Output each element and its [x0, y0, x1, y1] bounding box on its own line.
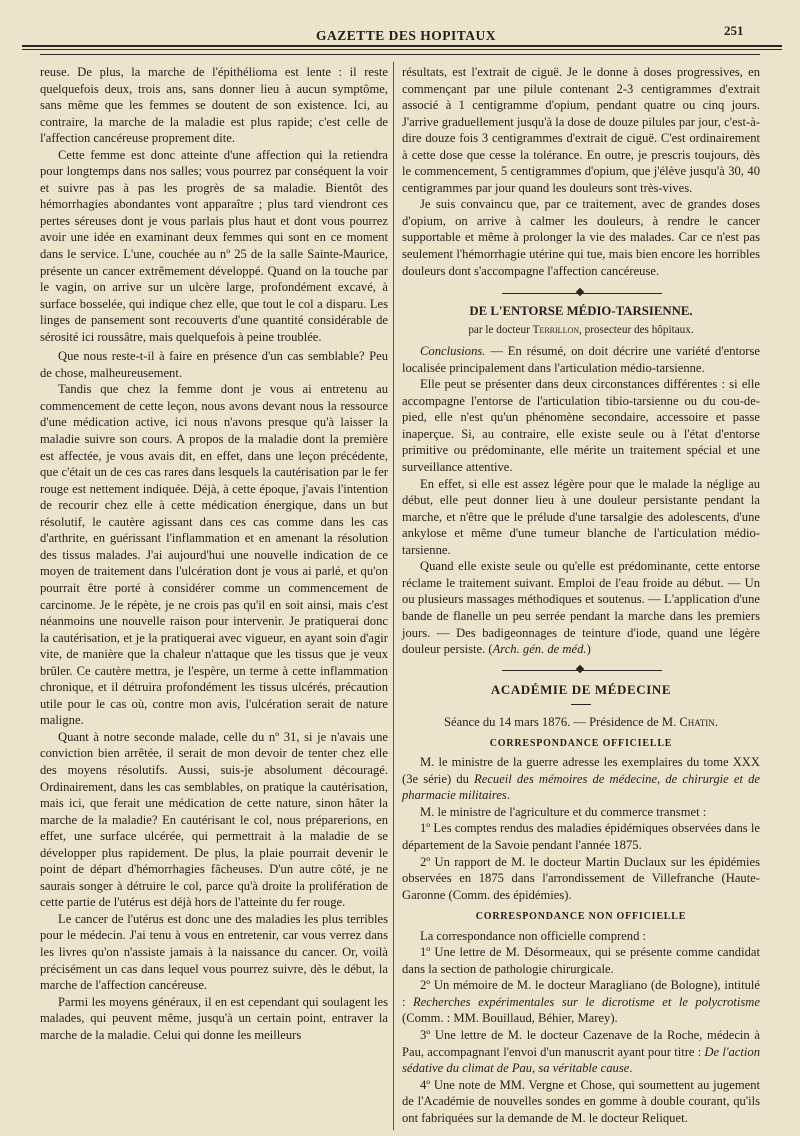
header-rule-thin [22, 49, 782, 50]
paragraph [402, 754, 760, 804]
author-name: Terrillon [532, 323, 580, 336]
byline-suffix: , prosecteur des hôpitaux. [579, 323, 694, 336]
paragraph: 1º Les comptes rendus des maladies épidémiques observées dans le département de la Savoie pendant l'année 1875. [402, 821, 760, 852]
seance-end: . [714, 715, 718, 730]
page-header [0, 0, 800, 60]
paragraph: résultats, est l'extrait de ciguë. Je le donne à doses progressives, en commençant par une pilule contenant 2-3 centigrammes d'extrait associé à 1 centigramme d'opium, pendant quatre ou cinq jours. J'arrive graduellement jusqu'à la dose de douze pilules par jour, c'est-à-dire douze fois 3 centigrammes d'extrait de ciguë. C'est ordinairement à cette dose que cesse la tolérance. En outre, je prescris toujours, dès le commencement, 5 centigrammes d'opium, que j'élève jusqu'à 30, 40 centigrammes par jour quand les douleurs sont très-vives. [402, 65, 760, 195]
separator-ornament [576, 288, 584, 296]
article-title: DE L'ENTORSE MÉDIO-TARSIENNE. [469, 304, 693, 319]
paragraph [402, 977, 760, 1027]
paragraph: Tandis que chez la femme dont je vous ai entretenu au commencement de cette leçon, nous avons devant nous la ressource d'une médication active, ici nous n'avons presque qu'à laisser la maladie suivre son cours. A propos de la maladie dont la première est affectée, je vous avais dit, en effet, dans une leçon précédente, que c'était un de ces cas rares dans lesquels la cautérisation par le fer rouge est nettement indiquée. Déjà, à cette époque, j'avais l'intention de recourir chez elle à cette médication énergique, dans un but résolutif, le cautère agissant dans ces cas comme dans les cas d'arthrite, en guérissant l'inflammation et en amenant la résolution des tissus malades. J'ai aujourd'hui une nouvelle indication de ce moyen de traitement dans l'ulcération dont je vous ai parlé, et qu'on pourrait être porté à considérer comme un commencement de carcinome. Je le répète, je ne crois pas qu'il en soit ainsi, mais c'est néanmoins une nouvelle raison pour intervenir. Je pratiquerai donc la cautérisation, et je la pratiquerai avec vigueur, en ayant soin d'agir vite, de manière que la chaleur n'attaque que les tissus que je veux brûler. Ce cautère mettra, je l'espère, un terme à cette inflammation chronique, et il détruira profondément les tissus ulcérés, précaution utile pour le cas où, contre mon avis, l'ulcération serait de nature maligne. [40, 382, 388, 728]
section-separator [402, 664, 760, 678]
paragraph [402, 558, 760, 657]
right-column [402, 64, 760, 1126]
paragraph [402, 343, 760, 376]
short-rule [571, 704, 591, 705]
paragraph: Le cancer de l'utérus est donc une des maladies les plus terribles pour le médecin. J'ai tenu à vous en entretenir, car vous verrez dans les livres qu'on n'assiste jamais à la naissance du cancer. Or, voilà précisément un cas dans lequel vous pourrez suivre, dès le début, la marche de l'affection cancéreuse. [40, 911, 388, 993]
paragraph: 4º Une note de MM. Vergne et Chose, qui soumettent au jugement de l'Académie de nouvelles sondes en gomme à double courant, qu'ils ont fabriquées sur la demande de M. le docteur Reliquet. [402, 1077, 760, 1125]
paragraph-text: Quand elle existe seule ou qu'elle est prédominante, cette entorse réclame le traitement suivant. Emploi de l'eau froide au début. — Un ou plusieurs massages méthodiques et soutenus. — L'application d'une bande de flanelle un peu serrée pendant la marche dans les premiers jours. — Des badigeonnages de teinture d'iode, quand une légère douleur persiste. ( [402, 559, 760, 657]
item-text: 3º Une lettre de M. le docteur Cazenave de la Roche, médecin à Pau, accompagnant l'envoi d'un manuscrit ayant pour titre : [402, 1027, 760, 1059]
source-citation: Arch. gén. de méd. [492, 642, 587, 657]
president-name: Chatin [679, 715, 715, 730]
column-divider [393, 62, 394, 1130]
item-text: M. le ministre de la guerre adresse les exemplaires du tome XXX (3e série) du [402, 755, 760, 786]
paragraph: Quant à notre seconde malade, celle du nº 31, si je n'avais une conviction bien arrêtée, il serait de mon devoir de tenter chez elle des moyens résolutifs. Aussi, suis-je absolument découragé. Ordinairement, dans les cas semblables, on pratique la cautérisation, mais ici, que ferait une médication de cette nature, sinon hâter la marche de la maladie? En cautérisant le col, nous préparerions, en effet, une surface ulcérée, qui permettrait à la maladie de se développer plus rapidement. De plus, la plaie pourrait devenir le point de départ d'hémorrhagies fâcheuses. D'un autre côté, je ne saurais songer à détruire le col, parce qu'à droite la prolifération de cette partie de l'utérus est déjà hors de l'atteinte du fer rouge. [40, 729, 388, 910]
left-column [40, 64, 388, 1043]
item-end: (Comm. : MM. Bouillaud, Béhier, Marey). [402, 1011, 618, 1026]
item-text: 2º Un mémoire de M. le docteur Maragliano (de Bologne), intitulé : [402, 978, 760, 1009]
paragraph: Elle peut se présenter dans deux circonstances différentes : si elle accompagne l'entorse de l'articulation tibio-tarsienne ou du cou-de-pied, elle n'est qu'un phénomène secondaire, accessoire et passe inaperçue. Si, au contraire, elle existe seule ou à l'état d'entorse primitive ou prédominante, elle mérite un traitement spécial et une surveillance attentive. [402, 377, 760, 475]
paragraph: Que nous reste-t-il à faire en présence d'un cas semblable? Peu de chose, malheureusement. [40, 349, 388, 380]
paragraph [402, 1027, 760, 1077]
item-title: Recueil des mémoires de médecine, de chirurgie et de pharmacie militaires [402, 771, 760, 803]
article-byline [402, 322, 760, 339]
conclusions-text: — En résumé, on doit décrire une variété d'entorse localisée principalement dans l'articulation médio-tarsienne. [402, 344, 760, 375]
journal-title: GAZETTE DES HOPITAUX [316, 28, 497, 43]
seance-text: Séance du 14 mars 1876. — Présidence de M. [444, 715, 680, 730]
paragraph: Cette femme est donc atteinte d'une affection qui la retiendra pour longtemps dans nos salles; vous pourrez par conséquent la voir et suivre pas à pas les progrès de sa maladie. Bientôt des hémorrhagies abondantes vont apparaître ; plus tard viendront ces pertes séreuses dont je vous parlais plus haut et dont vous pourrez avoir une idée en examinant deux femmes qui sont en ce moment dans le service. L'une, couchée au nº 25 de la salle Sainte-Maurice, présente un cancer extrêmement développé. Quand on la touche par le vagin, on arrive sur un ulcère large, profondément excavé, à surface bosselée, qui indique chez elle, que tout le col a disparu. Les linges de pansement sont recouverts d'une quantité considérable de sérosité ici roussâtre, mais quelquefois à peine troublée. [40, 147, 388, 344]
section-title: ACADÉMIE DE MÉDECINE [490, 681, 672, 697]
separator-ornament [576, 664, 584, 672]
paragraph: La correspondance non officielle comprend : [420, 928, 647, 943]
item-title: De l'action sédative du climat de Pau, sa véritable cause [402, 1044, 760, 1076]
paragraph: M. le ministre de l'agriculture et du commerce transmet : [420, 804, 707, 819]
header-rule-lower [40, 54, 760, 55]
paragraph: Je suis convaincu que, par ce traitement, avec de grandes doses d'opium, on arrive à calmer les douleurs, à rendre le cancer supportable et même à prolonger la vie des malades. Car ce n'est pas seulement l'hémorrhagie utérine qui tue, mais bien encore les horribles douleurs dont s'accompagne l'affection cancéreuse. [402, 197, 760, 278]
byline-prefix: par le docteur [468, 323, 533, 336]
conclusions-label: Conclusions. [420, 344, 486, 359]
item-title: Recherches expérimentales sur le dicrotisme et le polycrotisme [413, 994, 760, 1009]
paragraph: 2º Un rapport de M. le docteur Martin Duclaux sur les épidémies observées en 1875 dans l'arrondissement de Villefranche (Haute-Garonne (Comm. des épidémies). [402, 854, 760, 902]
item-end: . [629, 1061, 633, 1076]
page-number: 251 [724, 23, 744, 38]
subsection-heading: CORRESPONDANCE OFFICIELLE [489, 737, 673, 749]
paragraph: 1º Une lettre de M. Désormeaux, qui se présente comme candidat dans la section de pathologie chirurgicale. [402, 945, 760, 976]
paragraph: Parmi les moyens généraux, il en est cependant qui soulagent les malades, qui peuvent même, jusqu'à un certain point, entraver la marche de la maladie. Celui qui donne les meilleurs [40, 994, 388, 1042]
item-end: . [506, 788, 510, 803]
section-separator [402, 287, 760, 301]
paragraph: En effet, si elle est assez légère pour que le malade la néglige au début, elle peut donner lieu à une douleur persistante pendant la marche, et n'être que le prélude d'une tarsalgie des adolescents, d'une ankylose et même d'une tumeur blanche de l'articulation médio-tarsienne. [402, 476, 760, 557]
paragraph: reuse. De plus, la marche de l'épithélioma est lente : il reste quelquefois deux, trois ans, sans donner lieu à aucun symptôme, sans même que les femmes se doutent de son existence. Ici, au contraire, la marche de la maladie est plus rapide; c'est celle de l'affection cancéreuse proprement dite. [40, 65, 388, 146]
header-rule-thick [22, 45, 782, 47]
seance-line [402, 714, 760, 731]
subsection-heading: CORRESPONDANCE NON OFFICIELLE [475, 911, 687, 923]
citation-close: ) [586, 642, 591, 657]
